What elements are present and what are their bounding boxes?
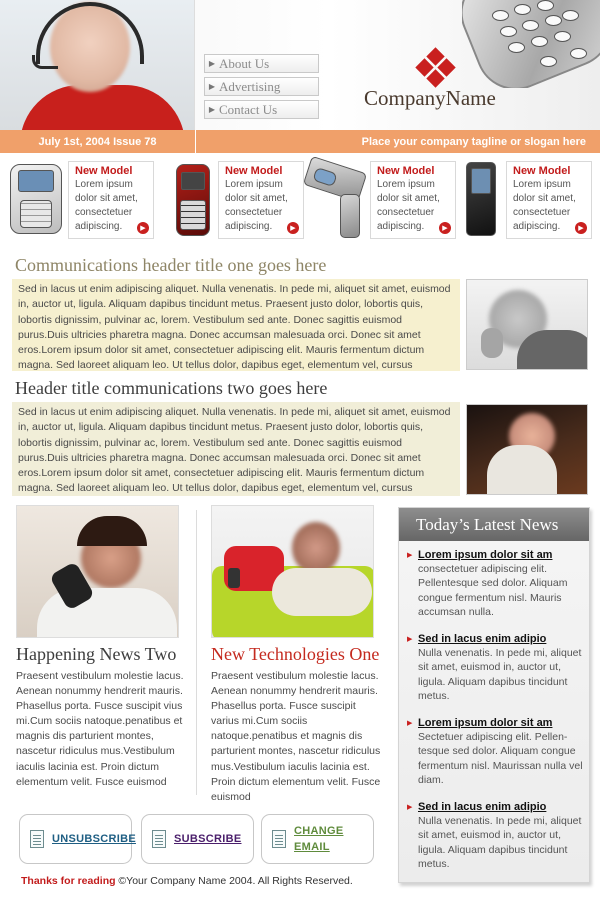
triangle-right-icon: ▶	[208, 105, 216, 114]
nav-menu	[204, 54, 319, 123]
article-title[interactable]: Communications header title one goes here	[15, 255, 327, 275]
operator-shirt	[20, 85, 185, 130]
unsubscribe-button[interactable]	[19, 814, 136, 864]
header-photo-operator	[0, 0, 195, 130]
product-title: New Model	[225, 165, 283, 177]
red-circle-arrow-icon[interactable]: ▶	[287, 222, 299, 234]
article-photo-businessman	[466, 279, 588, 370]
phone-key	[570, 48, 587, 59]
product-item	[6, 160, 144, 240]
footer-copyright	[21, 875, 353, 887]
shirt-shape	[272, 568, 372, 616]
product-row	[6, 160, 596, 242]
latest-news-sidebar	[398, 507, 590, 883]
phone-key	[562, 10, 579, 21]
phone-key	[531, 36, 548, 47]
product-item	[460, 160, 598, 240]
change-email-label	[294, 823, 343, 855]
product-card	[68, 161, 154, 239]
phone-key	[545, 15, 562, 26]
news-title[interactable]: Happening News Two	[16, 644, 177, 664]
product-desc: Lorem ipsum dolor sit amet, consectetuer adipiscing.	[377, 179, 440, 232]
nav-item-advertising[interactable]	[204, 77, 319, 96]
product-desc: Lorem ipsum dolor sit amet, consectetuer adipiscing.	[75, 179, 138, 232]
red-triangle-bullet-icon: ▶	[407, 636, 413, 643]
news-column-happening	[16, 505, 186, 790]
phone-key	[500, 26, 517, 37]
sidebar-news-text: Nulla venenatis. In pede mi, aliquet sit amet, euismod in, auctor ut, ligula. Aliquam dapibus tincidunt metus.	[418, 815, 582, 871]
sidebar-news-text: Sectetuer adipiscing elit. Pellen-tesque sed dolor. Aliquam congue fermentum nisl. Maurissan nulla vel diam.	[418, 731, 583, 787]
news-photo-phone-call	[16, 505, 179, 638]
red-circle-arrow-icon[interactable]: ▶	[439, 222, 451, 234]
product-title: New Model	[513, 165, 571, 177]
product-card	[506, 161, 592, 239]
phone-key	[492, 10, 509, 21]
tagline-bar: Place your company tagline or slogan here	[196, 130, 600, 153]
shirt-shape	[37, 588, 177, 638]
hand-shape	[481, 328, 503, 358]
microphone-icon	[32, 55, 58, 69]
sidebar-news-link[interactable]: Sed in lacus enim adipio	[418, 633, 547, 645]
red-circle-arrow-icon[interactable]: ▶	[137, 222, 149, 234]
diamond-logo-icon	[416, 50, 456, 90]
nav-label: Advertising	[219, 78, 281, 94]
column-divider	[196, 510, 197, 795]
company-name: CompanyName	[364, 86, 496, 110]
news-title[interactable]: New Technologies One	[211, 644, 380, 664]
article-title[interactable]: Header title communications two goes here	[15, 378, 328, 398]
header	[0, 0, 600, 130]
product-desc: Lorem ipsum dolor sit amet, consectetuer adipiscing.	[513, 179, 576, 232]
subscribe-button[interactable]	[141, 814, 254, 864]
phone-key	[537, 0, 554, 11]
news-photo-sofa-phone	[211, 505, 374, 638]
change-email-line2: EMAIL	[294, 841, 330, 853]
shirt-shape	[487, 445, 557, 495]
article-body: Sed in lacus ut enim adipiscing aliquet. Nulla venenatis. In pede mi, aliquet sit amet, euismod in, auctor ut, ligula. Aliquam dapibus tincidunt metus. Praesent justo dolor, lobortis quis, lobortis dignissim, pulvinar ac, lorem. Vestibulum sed ante. Donec sagittis euismod purus.Duis ultricies pharetra magna. Donec accumsan malesuada orci. Donec sit amet eros.Lorem ipsum dolor sit amet, consectetuer adipiscing elit. Mauris fermentum dictum magna. Sed laoreet aliquam leo. Ut tellus dolor, dapibus eget, elementum vel, cursus	[12, 279, 460, 371]
news-body: Praesent vestibulum molestie lacus. Aenean nonummy hendrerit mauris. Phasellus porta. Fusce suscipit vius mi.Cum sociis natoque.penatibus et magnis dis parturient montes, nascetur ridiculus mus.Vestibulum iaculis lacinia est. Proin dictum elementum velit. Fusce euismod	[16, 670, 184, 788]
phone-key	[540, 56, 557, 67]
nav-item-contact-us[interactable]	[204, 100, 319, 119]
footer-thanks: Thanks for reading	[21, 875, 116, 887]
subscribe-label: SUBSCRIBE	[174, 833, 242, 845]
phone-image[interactable]	[304, 160, 364, 240]
triangle-right-icon: ▶	[208, 82, 216, 91]
sidebar-news-item	[407, 800, 585, 872]
sidebar-news-item	[407, 548, 585, 620]
change-email-line1: CHANGE	[294, 825, 344, 837]
sidebar-news-link[interactable]: Sed in lacus enim adipio	[418, 801, 547, 813]
face-blurred	[292, 522, 340, 574]
suit-shape	[517, 330, 588, 370]
red-circle-arrow-icon[interactable]: ▶	[575, 222, 587, 234]
sidebar-news-item	[407, 716, 585, 788]
red-triangle-bullet-icon: ▶	[407, 720, 413, 727]
article-photo-phone-call	[466, 404, 588, 495]
product-card	[218, 161, 304, 239]
phone-key	[508, 42, 525, 53]
phone-image[interactable]	[6, 160, 66, 240]
phone-key	[554, 31, 571, 42]
mobile-phone-icon	[228, 568, 240, 588]
nav-item-about-us[interactable]	[204, 54, 319, 73]
nav-label: Contact Us	[219, 101, 278, 117]
nav-label: About Us	[219, 55, 270, 71]
news-column-technologies	[211, 505, 381, 805]
sidebar-news-item	[407, 632, 585, 704]
footer-copyright-text: ©Your Company Name 2004. All Rights Reserved.	[115, 875, 353, 887]
sidebar-news-link[interactable]: Lorem ipsum dolor sit am	[418, 549, 553, 561]
news-body: Praesent vestibulum molestie lacus. Aenean nonummy hendrerit mauris. Phasellus porta. Fusce suscipit varius mi.Cum sociis natoque.penatibus et magnis dis parturient montes, nascetur ridiculus mus.Vestibulum iaculis lacinia est. Proin dictum elementum velit. Fusce euismod	[211, 670, 381, 803]
phone-key	[514, 4, 531, 15]
unsubscribe-label: UNSUBSCRIBE	[52, 833, 136, 845]
product-item	[168, 160, 306, 240]
red-triangle-bullet-icon: ▶	[407, 552, 413, 559]
change-email-button[interactable]	[261, 814, 374, 864]
document-icon	[272, 830, 286, 848]
red-triangle-bullet-icon: ▶	[407, 804, 413, 811]
triangle-right-icon: ▶	[208, 59, 216, 68]
document-icon	[152, 830, 166, 848]
sidebar-news-text: Nulla venenatis. In pede mi, aliquet sit amet, euismod in, auctor ut, ligula. Aliquam dapibus tincidunt metus.	[418, 647, 582, 703]
product-desc: Lorem ipsum dolor sit amet, consectetuer adipiscing.	[225, 179, 288, 232]
product-title: New Model	[75, 165, 133, 177]
phone-key	[522, 20, 539, 31]
sidebar-title: Today’s Latest News	[399, 508, 589, 541]
product-item	[304, 160, 448, 240]
sidebar-news-text: consectetuer adipiscing elit. Pellentesque sed dolor. Aliquam congue fermentum nisl. Mauris accumsan nulla.	[418, 563, 568, 619]
hair-shape	[77, 516, 147, 546]
product-card	[370, 161, 456, 239]
product-title: New Model	[377, 165, 435, 177]
document-icon	[30, 830, 44, 848]
sidebar-news-link[interactable]: Lorem ipsum dolor sit am	[418, 717, 553, 729]
issue-date-bar: July 1st, 2004 Issue 78	[0, 130, 195, 153]
article-body: Sed in lacus ut enim adipiscing aliquet. Nulla venenatis. In pede mi, aliquet sit amet, euismod in, auctor ut, ligula. Aliquam dapibus tincidunt metus. Praesent justo dolor, lobortis quis, lobortis dignissim, pulvinar ac, lorem. Vestibulum sed ante. Donec sagittis euismod purus.Duis ultricies pharetra magna. Donec accumsan malesuada orci. Donec sit amet eros.Lorem ipsum dolor sit amet, consectetuer adipiscing elit. Mauris fermentum dictum magna. Sed laoreet aliquam leo. Ut tellus dolor, dapibus eget, elementum vel, cursus	[12, 402, 460, 496]
header-phone-keypad-image	[462, 0, 600, 88]
